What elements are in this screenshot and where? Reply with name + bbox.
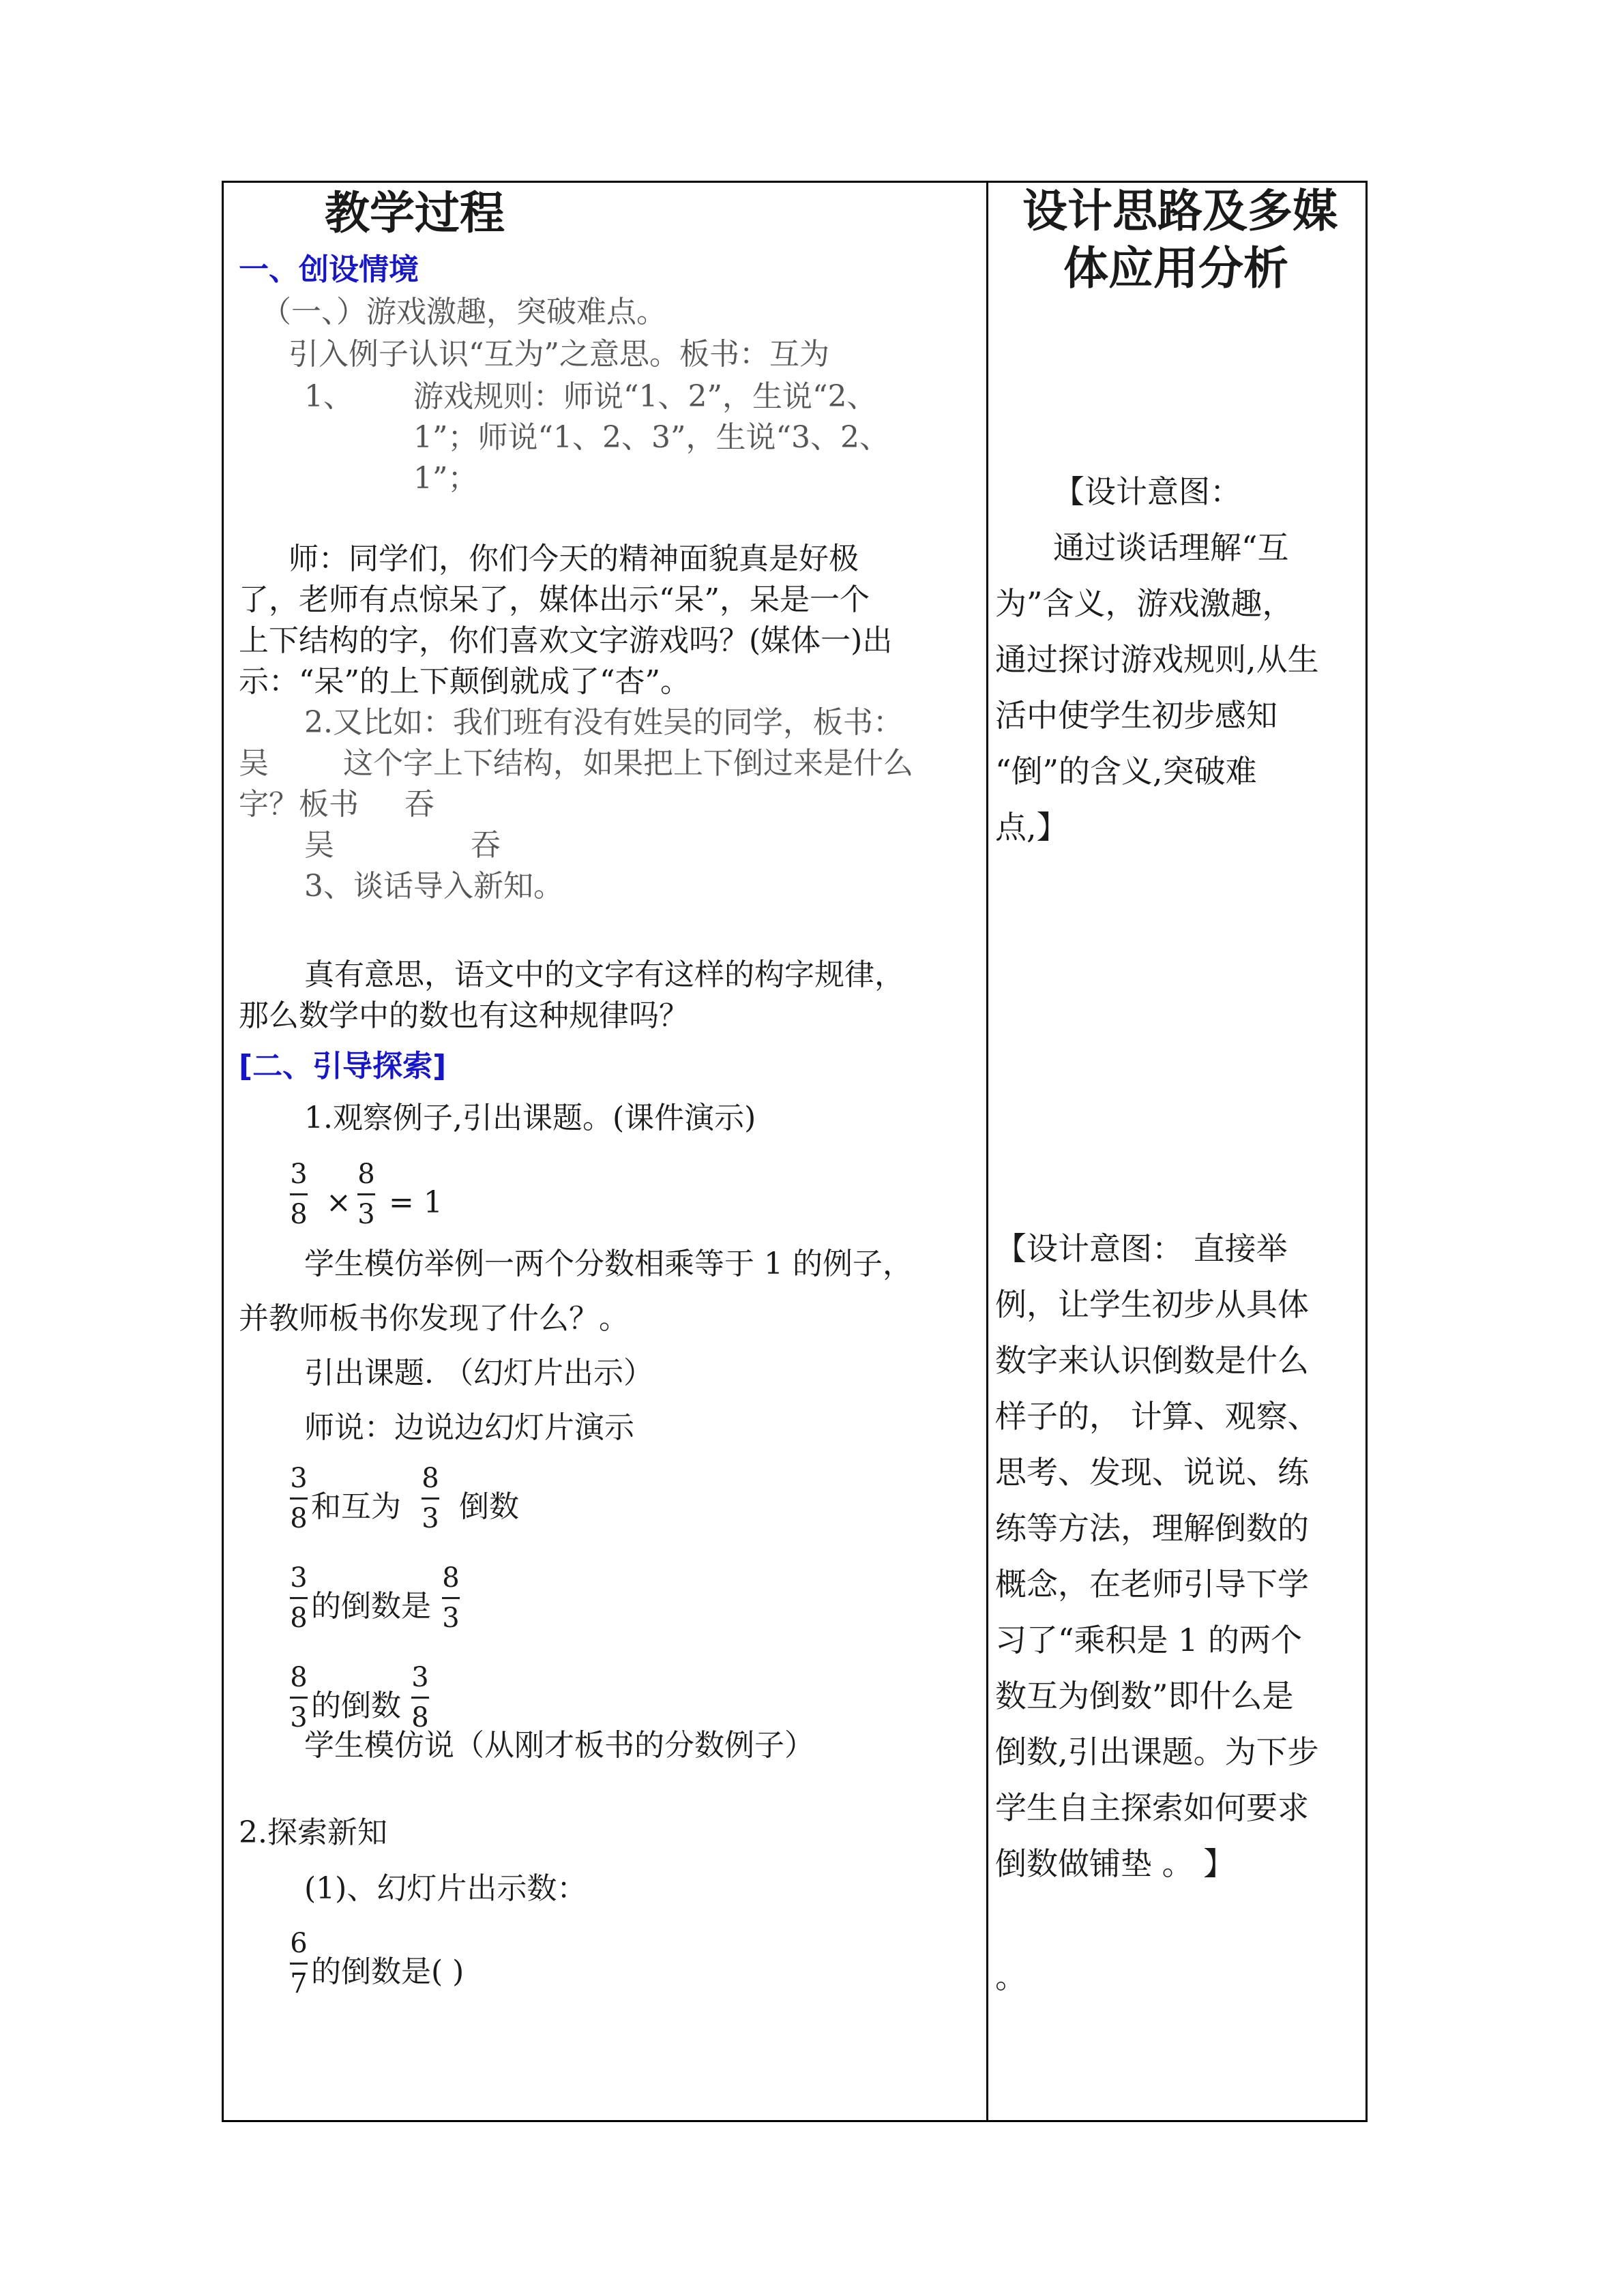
paragraph-line: 并教师板书你发现了什么？。: [239, 1301, 629, 1336]
denominator: 8: [411, 1702, 429, 1733]
paragraph-line: 1”；师说“1、2、3”，生说“3、2、: [413, 420, 889, 455]
denominator: 3: [290, 1702, 308, 1733]
paragraph-line: 上下结构的字，你们喜欢文字游戏吗？(媒体一)出: [239, 623, 893, 658]
numerator: 3: [290, 1463, 308, 1494]
paragraph-line: 那么数学中的数也有这种规律吗？: [239, 998, 689, 1033]
paragraph-line: 学生模仿说（从刚才板书的分数例子）: [304, 1728, 814, 1763]
design-note-line: 通过探讨游戏规则,从生: [995, 641, 1319, 678]
paragraph-line: 示：“呆”的上下颠倒就成了“杏”。: [239, 664, 690, 699]
design-note-line: 学生自主探索如何要求: [995, 1789, 1309, 1826]
paragraph-line: 的倒数是: [311, 1589, 431, 1624]
paragraph-line: 2.探索新知: [239, 1815, 387, 1850]
paragraph-line: (1)、幻灯片出示数：: [304, 1871, 587, 1906]
design-note-line: 样子的， 计算、观察、: [995, 1398, 1319, 1435]
design-note-line: 倒数,引出课题。为下步: [995, 1733, 1319, 1770]
fraction: [442, 1563, 460, 1633]
design-note-line: “倒”的含义,突破难: [995, 753, 1257, 790]
denominator: 3: [422, 1503, 439, 1534]
design-note-line: 为”含义，游戏激趣，: [995, 585, 1294, 622]
fraction-bar: [411, 1697, 429, 1699]
design-note-line: 点,】: [995, 809, 1068, 846]
numerator: 3: [290, 1562, 308, 1594]
numerator: 6: [290, 1928, 308, 1959]
design-note-line: 思考、发现、说说、练: [995, 1454, 1309, 1491]
section-heading: [二、引导探索]: [239, 1049, 447, 1084]
paragraph-line: 师说：边说边幻灯片演示: [304, 1410, 634, 1445]
subsection-heading: （一、）游戏激趣，突破难点。: [261, 295, 666, 329]
design-note-line: 活中使学生初步感知: [995, 697, 1278, 734]
list-number: 1、: [304, 379, 353, 414]
fraction: [357, 1159, 375, 1229]
design-note-line: 数互为倒数”即什么是: [995, 1678, 1294, 1714]
paragraph-line: 引入例子认识“互为”之意思。板书：互为: [289, 337, 829, 372]
teaching-process-column: [224, 183, 986, 2120]
paragraph-line: 吞: [404, 787, 434, 822]
denominator: 8: [290, 1602, 308, 1634]
paragraph-line: 3、谈话导入新知。: [304, 869, 563, 904]
paragraph-line: 吴: [304, 828, 334, 863]
paragraph-line: 游戏规则：师说“1、2”，生说“2、: [413, 379, 877, 414]
design-note-line: 。: [995, 1958, 1027, 1995]
fraction: [290, 1663, 308, 1733]
section-heading: 一、创设情境: [239, 252, 419, 287]
design-note-line: 概念，在老师引导下学: [995, 1566, 1309, 1602]
paragraph-line: 1”；: [413, 461, 478, 496]
fraction: [290, 1463, 308, 1534]
lesson-table: [222, 181, 1368, 2122]
fraction-bar: [290, 1193, 308, 1195]
paragraph-line: 真有意思，语文中的文字有这样的构字规律，: [304, 957, 904, 992]
math-equation-rest: = 1: [389, 1185, 443, 1220]
fraction-bar: [290, 1497, 308, 1500]
design-note-line: 数字来认识倒数是什么: [995, 1342, 1309, 1379]
design-note-line: 【设计意图： 直接举: [995, 1230, 1288, 1267]
fraction-bar: [422, 1497, 439, 1500]
fraction: [290, 1159, 308, 1229]
design-note-line: 【设计意图：: [1053, 473, 1241, 510]
paragraph-line: 和互为: [311, 1489, 401, 1524]
math-operator: ×: [326, 1185, 351, 1220]
paragraph-line: 吴: [239, 746, 269, 781]
paragraph-line: 学生模仿举例一两个分数相乘等于 1 的例子，: [304, 1247, 913, 1281]
numerator: 3: [411, 1662, 429, 1693]
design-analysis-column: [988, 183, 1365, 2120]
denominator: 3: [442, 1602, 460, 1634]
fraction: [411, 1663, 429, 1733]
fraction: [422, 1463, 439, 1534]
fraction: [290, 1563, 308, 1633]
denominator: 8: [290, 1503, 308, 1534]
design-note-line: 习了“乘积是 1 的两个: [995, 1622, 1303, 1658]
fraction: [290, 1928, 308, 1999]
paragraph-line: 2.又比如：我们班有没有姓吴的同学，板书：: [304, 705, 903, 740]
design-note-line: 例，让学生初步从具体: [995, 1286, 1309, 1323]
column-heading: 体应用分析: [1063, 242, 1288, 295]
paragraph-line: 师：同学们，你们今天的精神面貌真是好极: [289, 541, 859, 576]
paragraph-line: 的倒数是( ): [311, 1954, 464, 1989]
numerator: 8: [442, 1562, 460, 1594]
numerator: 8: [290, 1662, 308, 1693]
design-note-line: 练等方法，理解倒数的: [995, 1510, 1309, 1547]
fraction-bar: [290, 1697, 308, 1699]
column-heading: 教学过程: [325, 187, 505, 239]
paragraph-line: 的倒数: [311, 1688, 401, 1723]
denominator: 8: [290, 1199, 308, 1230]
paragraph-line: 吞: [471, 828, 501, 863]
denominator: 3: [357, 1199, 375, 1230]
numerator: 8: [357, 1159, 375, 1190]
column-heading: 设计思路及多媒: [1022, 185, 1338, 237]
denominator: 7: [290, 1968, 308, 1999]
design-note-line: 倒数做铺垫 。 】: [995, 1845, 1235, 1882]
numerator: 3: [290, 1159, 308, 1190]
paragraph-line: 这个字上下结构，如果把上下倒过来是什么: [343, 746, 913, 781]
paragraph-line: 1.观察例子,引出课题。(课件演示): [304, 1101, 756, 1135]
fraction-bar: [290, 1597, 308, 1599]
paragraph-line: 倒数: [459, 1489, 519, 1524]
numerator: 8: [422, 1463, 439, 1494]
paragraph-line: 引出课题. （幻灯片出示）: [304, 1356, 653, 1390]
fraction-bar: [442, 1597, 460, 1599]
fraction-bar: [357, 1193, 375, 1195]
fraction-bar: [290, 1963, 308, 1965]
design-note-line: 通过谈话理解“互: [1053, 529, 1289, 566]
paragraph-line: 字？板书: [239, 787, 359, 822]
paragraph-line: 了，老师有点惊呆了，媒体出示“呆”，呆是一个: [239, 582, 870, 617]
